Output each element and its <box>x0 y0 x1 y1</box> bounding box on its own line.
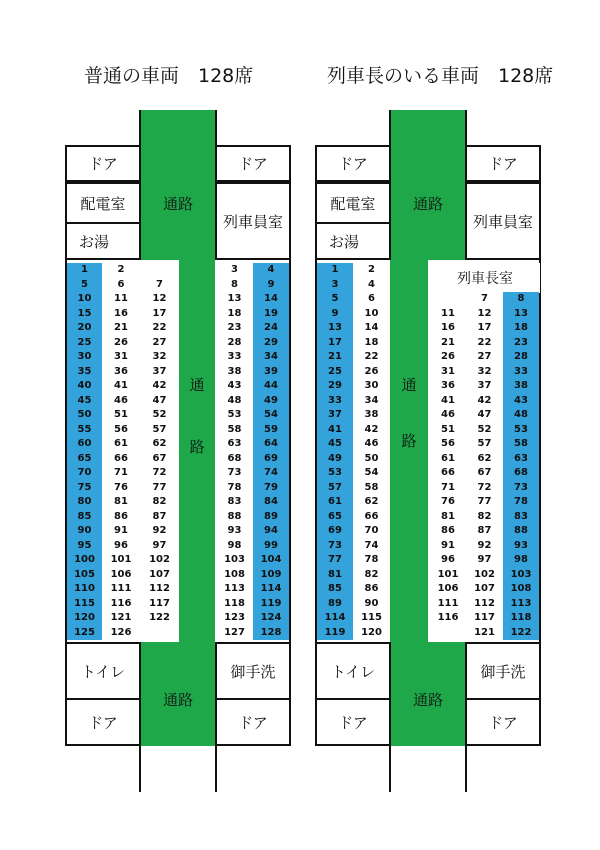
window-seat: 100 <box>67 553 102 568</box>
aisle-char: 路 <box>189 437 205 456</box>
chief-room: 列車長室 <box>430 263 540 293</box>
window-seat: 98 <box>503 553 539 568</box>
seat: 82 <box>477 510 492 522</box>
window-seat: 89 <box>317 597 353 612</box>
window-seat: 79 <box>253 481 289 496</box>
window-seat: 118 <box>503 611 539 626</box>
seat: 6 <box>368 293 375 305</box>
passage-label: 通路 <box>162 690 193 709</box>
seat: 108 <box>224 568 245 580</box>
seat: 117 <box>149 597 170 609</box>
window-seat: 30 <box>67 350 102 365</box>
seat: 113 <box>224 583 245 595</box>
window-seat: 20 <box>67 321 102 336</box>
window-seat: 54 <box>253 408 289 423</box>
seat: 36 <box>441 380 455 392</box>
window-seat: 45 <box>67 394 102 409</box>
seat: 56 <box>114 423 128 435</box>
seat: 115 <box>361 612 382 624</box>
seat: 106 <box>110 568 132 580</box>
door-top-left: ドア <box>65 145 141 182</box>
seat: 62 <box>364 496 379 508</box>
passage-label: 通路 <box>162 194 193 213</box>
seat: 22 <box>477 336 492 348</box>
window-seat: 23 <box>503 336 539 351</box>
window-seat: 114 <box>317 611 353 626</box>
seat: 68 <box>227 452 242 464</box>
window-seat: 119 <box>253 597 289 612</box>
window-seat: 124 <box>253 611 289 626</box>
window-seat: 63 <box>503 452 539 467</box>
window-seat: 21 <box>317 350 353 365</box>
seat: 22 <box>152 322 167 334</box>
passage-label: 通路 <box>412 194 443 213</box>
seat: 51 <box>114 409 128 421</box>
window-seat: 45 <box>317 437 353 452</box>
window-seat: 104 <box>253 553 289 568</box>
window-seat: 105 <box>67 568 102 583</box>
window-seat: 83 <box>503 510 539 525</box>
wall-line <box>465 110 467 146</box>
seat: 61 <box>441 452 455 464</box>
window-seat: 34 <box>253 350 289 365</box>
seat: 42 <box>152 380 167 392</box>
window-seat: 8 <box>503 292 539 307</box>
window-seat: 73 <box>503 481 539 496</box>
seat: 117 <box>474 612 495 624</box>
window-seat: 29 <box>253 336 289 351</box>
seat: 34 <box>364 394 379 406</box>
seat: 96 <box>114 539 128 551</box>
window-seat: 70 <box>67 466 102 481</box>
wall-line <box>215 746 217 792</box>
seat: 106 <box>437 583 459 595</box>
wall-line <box>215 110 217 146</box>
window-seat: 125 <box>67 626 102 641</box>
seat: 42 <box>477 394 492 406</box>
window-seat: 93 <box>503 539 539 554</box>
seat: 97 <box>152 539 167 551</box>
seat: 71 <box>114 467 128 479</box>
washroom: 御手洗 <box>215 642 291 700</box>
seat: 16 <box>114 307 128 319</box>
seat: 78 <box>364 554 379 566</box>
seat: 18 <box>364 336 379 348</box>
seat: 81 <box>114 496 128 508</box>
seat: 127 <box>224 626 245 638</box>
seat: 96 <box>441 554 455 566</box>
window-seat: 75 <box>67 481 102 496</box>
seat: 43 <box>227 380 242 392</box>
door-bottom-left: ドア <box>65 698 141 746</box>
seat: 38 <box>364 409 379 421</box>
window-seat: 10 <box>67 292 102 307</box>
window-seat: 14 <box>253 292 289 307</box>
window-seat: 25 <box>317 365 353 380</box>
window-seat: 44 <box>253 379 289 394</box>
seat: 97 <box>477 554 492 566</box>
passage-label: 通路 <box>412 690 443 709</box>
window-seat: 17 <box>317 336 353 351</box>
window-seat: 19 <box>253 307 289 322</box>
seat: 107 <box>474 583 495 595</box>
door-top-right: ドア <box>465 145 541 182</box>
window-seat: 28 <box>503 350 539 365</box>
seat: 33 <box>227 351 242 363</box>
seat: 17 <box>477 322 492 334</box>
seat: 66 <box>364 510 379 522</box>
window-seat: 122 <box>503 626 539 641</box>
window-seat: 33 <box>503 365 539 380</box>
window-seat: 9 <box>253 278 289 293</box>
seat: 88 <box>227 510 242 522</box>
window-seat: 90 <box>67 524 102 539</box>
window-seat: 53 <box>503 423 539 438</box>
seat: 126 <box>110 626 132 638</box>
window-seat: 95 <box>67 539 102 554</box>
seat: 47 <box>477 409 492 421</box>
window-seat: 68 <box>503 466 539 481</box>
wall-line <box>139 746 141 792</box>
window-seat: 65 <box>317 510 353 525</box>
seat: 41 <box>114 380 128 392</box>
window-seat: 108 <box>503 582 539 597</box>
seat: 58 <box>364 481 379 493</box>
window-seat: 18 <box>503 321 539 336</box>
seat: 7 <box>481 293 488 305</box>
seat: 62 <box>477 452 492 464</box>
seat: 63 <box>227 438 242 450</box>
seat: 37 <box>477 380 492 392</box>
seat: 7 <box>156 278 163 290</box>
window-seat: 58 <box>503 437 539 452</box>
window-seat: 39 <box>253 365 289 380</box>
seat: 76 <box>441 496 455 508</box>
wall-line <box>465 746 467 792</box>
seat: 118 <box>224 597 245 609</box>
seat: 48 <box>227 394 242 406</box>
window-seat: 128 <box>253 626 289 641</box>
seat: 101 <box>437 568 459 580</box>
wall-line <box>389 110 391 146</box>
seat: 91 <box>114 525 128 537</box>
aisle-char: 通 <box>401 375 417 394</box>
toilet: トイレ <box>315 642 391 700</box>
wall-line <box>389 746 391 792</box>
window-seat: 59 <box>253 423 289 438</box>
seat: 16 <box>441 322 455 334</box>
seat: 36 <box>114 365 128 377</box>
seat: 86 <box>114 510 128 522</box>
seat: 93 <box>227 525 242 537</box>
seat: 46 <box>441 409 455 421</box>
window-seat: 53 <box>317 466 353 481</box>
seat: 57 <box>152 423 167 435</box>
seat: 13 <box>227 293 242 305</box>
seat: 38 <box>227 365 242 377</box>
seat: 32 <box>477 365 492 377</box>
seat: 54 <box>364 467 379 479</box>
car-title: 列車長のいる車両 128席 <box>327 65 554 87</box>
seat: 11 <box>441 307 455 319</box>
seat: 71 <box>441 481 455 493</box>
seat: 23 <box>227 322 242 334</box>
window-seat: 110 <box>67 582 102 597</box>
seat: 51 <box>441 423 455 435</box>
door-bottom-right: ドア <box>465 698 541 746</box>
window-seat: 3 <box>317 278 353 293</box>
seat: 8 <box>231 278 238 290</box>
window-seat: 77 <box>317 553 353 568</box>
seat: 66 <box>441 467 455 479</box>
seat: 30 <box>364 380 379 392</box>
seat: 77 <box>477 496 492 508</box>
window-seat: 113 <box>503 597 539 612</box>
seat: 122 <box>149 612 170 624</box>
window-seat: 38 <box>503 379 539 394</box>
seat: 116 <box>110 597 132 609</box>
window-seat: 49 <box>253 394 289 409</box>
seat: 81 <box>441 510 455 522</box>
seat: 86 <box>441 525 455 537</box>
seat: 12 <box>477 307 492 319</box>
seat: 91 <box>441 539 455 551</box>
window-seat: 49 <box>317 452 353 467</box>
seat: 82 <box>152 496 167 508</box>
seat: 21 <box>114 322 128 334</box>
seat: 87 <box>477 525 492 537</box>
staff-room: 列車員室 <box>215 182 291 260</box>
seat: 62 <box>152 438 167 450</box>
seat: 41 <box>441 394 455 406</box>
seat: 56 <box>441 438 455 450</box>
door-bottom-left: ドア <box>315 698 391 746</box>
seat: 57 <box>477 438 492 450</box>
seat: 46 <box>114 394 128 406</box>
window-seat: 80 <box>67 495 102 510</box>
seat: 121 <box>474 626 495 638</box>
seat: 90 <box>364 597 379 609</box>
window-seat: 13 <box>503 307 539 322</box>
seat: 76 <box>114 481 128 493</box>
seat: 27 <box>477 351 492 363</box>
seat: 28 <box>227 336 242 348</box>
distribution-room: 配電室 <box>65 182 141 224</box>
seat: 111 <box>110 583 132 595</box>
window-seat: 84 <box>253 495 289 510</box>
seat: 78 <box>227 481 242 493</box>
seat: 22 <box>364 351 379 363</box>
window-seat: 69 <box>253 452 289 467</box>
seat: 87 <box>152 510 167 522</box>
seat: 112 <box>474 597 495 609</box>
seat: 121 <box>110 612 132 624</box>
seat: 52 <box>477 423 492 435</box>
door-top-left: ドア <box>315 145 391 182</box>
aisle-top <box>140 110 216 260</box>
seat: 58 <box>227 423 242 435</box>
aisle-char: 通 <box>189 375 205 394</box>
seat: 42 <box>364 423 379 435</box>
window-seat: 15 <box>67 307 102 322</box>
window-seat: 43 <box>503 394 539 409</box>
seat: 52 <box>152 409 167 421</box>
seat: 82 <box>364 568 379 580</box>
seat: 116 <box>437 612 459 624</box>
seat: 53 <box>227 409 242 421</box>
toilet: トイレ <box>65 642 141 700</box>
seat: 123 <box>224 612 245 624</box>
seat: 103 <box>224 554 245 566</box>
window-seat: 65 <box>67 452 102 467</box>
window-seat: 89 <box>253 510 289 525</box>
seat: 12 <box>152 293 167 305</box>
seat: 26 <box>364 365 379 377</box>
window-seat: 73 <box>317 539 353 554</box>
seat: 92 <box>152 525 167 537</box>
window-seat: 41 <box>317 423 353 438</box>
seat: 11 <box>114 293 128 305</box>
seat: 26 <box>114 336 128 348</box>
seat: 86 <box>364 583 379 595</box>
aisle-char: 路 <box>401 431 417 450</box>
window-seat: 9 <box>317 307 353 322</box>
seat: 47 <box>152 394 167 406</box>
window-seat: 50 <box>67 408 102 423</box>
seat: 111 <box>437 597 459 609</box>
seat: 10 <box>364 307 379 319</box>
window-seat: 37 <box>317 408 353 423</box>
seat: 27 <box>152 336 167 348</box>
seat: 83 <box>227 496 242 508</box>
seat: 6 <box>117 278 125 290</box>
window-seat: 99 <box>253 539 289 554</box>
window-seat: 13 <box>317 321 353 336</box>
window-seat: 85 <box>67 510 102 525</box>
seat: 50 <box>364 452 379 464</box>
window-seat: 48 <box>503 408 539 423</box>
window-seat: 119 <box>317 626 353 641</box>
seat: 17 <box>152 307 167 319</box>
window-seat: 55 <box>67 423 102 438</box>
seat: 112 <box>149 583 170 595</box>
window-seat: 57 <box>317 481 353 496</box>
window-seat: 69 <box>317 524 353 539</box>
window-seat: 94 <box>253 524 289 539</box>
seat: 4 <box>368 278 375 290</box>
seat: 14 <box>364 322 379 334</box>
seat: 37 <box>152 365 167 377</box>
window-seat: 61 <box>317 495 353 510</box>
seat: 98 <box>227 539 242 551</box>
seat: 32 <box>152 351 167 363</box>
window-seat: 40 <box>67 379 102 394</box>
wall-line <box>139 110 141 146</box>
seat: 67 <box>152 452 167 464</box>
window-seat: 35 <box>67 365 102 380</box>
seat: 107 <box>149 568 170 580</box>
seat: 2 <box>117 264 125 276</box>
hot-water-room: お湯 <box>65 222 141 260</box>
window-seat: 33 <box>317 394 353 409</box>
window-seat: 81 <box>317 568 353 583</box>
seat: 102 <box>149 554 170 566</box>
seat: 102 <box>474 568 495 580</box>
seat: 66 <box>114 452 128 464</box>
distribution-room: 配電室 <box>315 182 391 224</box>
seat: 101 <box>110 554 132 566</box>
car-title: 普通の車両 128席 <box>84 65 254 87</box>
seat: 92 <box>477 539 492 551</box>
seat: 3 <box>231 264 238 276</box>
window-seat: 5 <box>317 292 353 307</box>
window-seat: 60 <box>67 437 102 452</box>
seat: 120 <box>361 626 382 638</box>
seat: 2 <box>368 264 375 276</box>
window-seat: 1 <box>67 263 102 278</box>
seat: 26 <box>441 351 455 363</box>
window-seat: 1 <box>317 263 353 278</box>
window-seat: 120 <box>67 611 102 626</box>
window-seat: 85 <box>317 582 353 597</box>
window-seat: 103 <box>503 568 539 583</box>
window-seat: 5 <box>67 278 102 293</box>
window-seat: 115 <box>67 597 102 612</box>
aisle-top <box>390 110 466 260</box>
window-seat: 74 <box>253 466 289 481</box>
seat: 77 <box>152 481 167 493</box>
door-top-right: ドア <box>215 145 291 182</box>
seat: 31 <box>441 365 455 377</box>
seat: 74 <box>364 539 379 551</box>
window-seat: 24 <box>253 321 289 336</box>
washroom: 御手洗 <box>465 642 541 700</box>
seat: 21 <box>441 336 455 348</box>
seat: 46 <box>364 438 379 450</box>
seat: 31 <box>114 351 128 363</box>
window-seat: 114 <box>253 582 289 597</box>
door-bottom-right: ドア <box>215 698 291 746</box>
window-seat: 109 <box>253 568 289 583</box>
staff-room: 列車員室 <box>465 182 541 260</box>
window-seat: 29 <box>317 379 353 394</box>
seat: 73 <box>227 467 242 479</box>
seat: 72 <box>152 467 167 479</box>
seat: 67 <box>477 467 492 479</box>
window-seat: 25 <box>67 336 102 351</box>
seat: 72 <box>477 481 492 493</box>
seat: 18 <box>227 307 242 319</box>
window-seat: 88 <box>503 524 539 539</box>
hot-water-room: お湯 <box>315 222 391 260</box>
window-seat: 4 <box>253 263 289 278</box>
seat: 70 <box>364 525 379 537</box>
window-seat: 78 <box>503 495 539 510</box>
window-seat: 64 <box>253 437 289 452</box>
seat: 61 <box>114 438 128 450</box>
